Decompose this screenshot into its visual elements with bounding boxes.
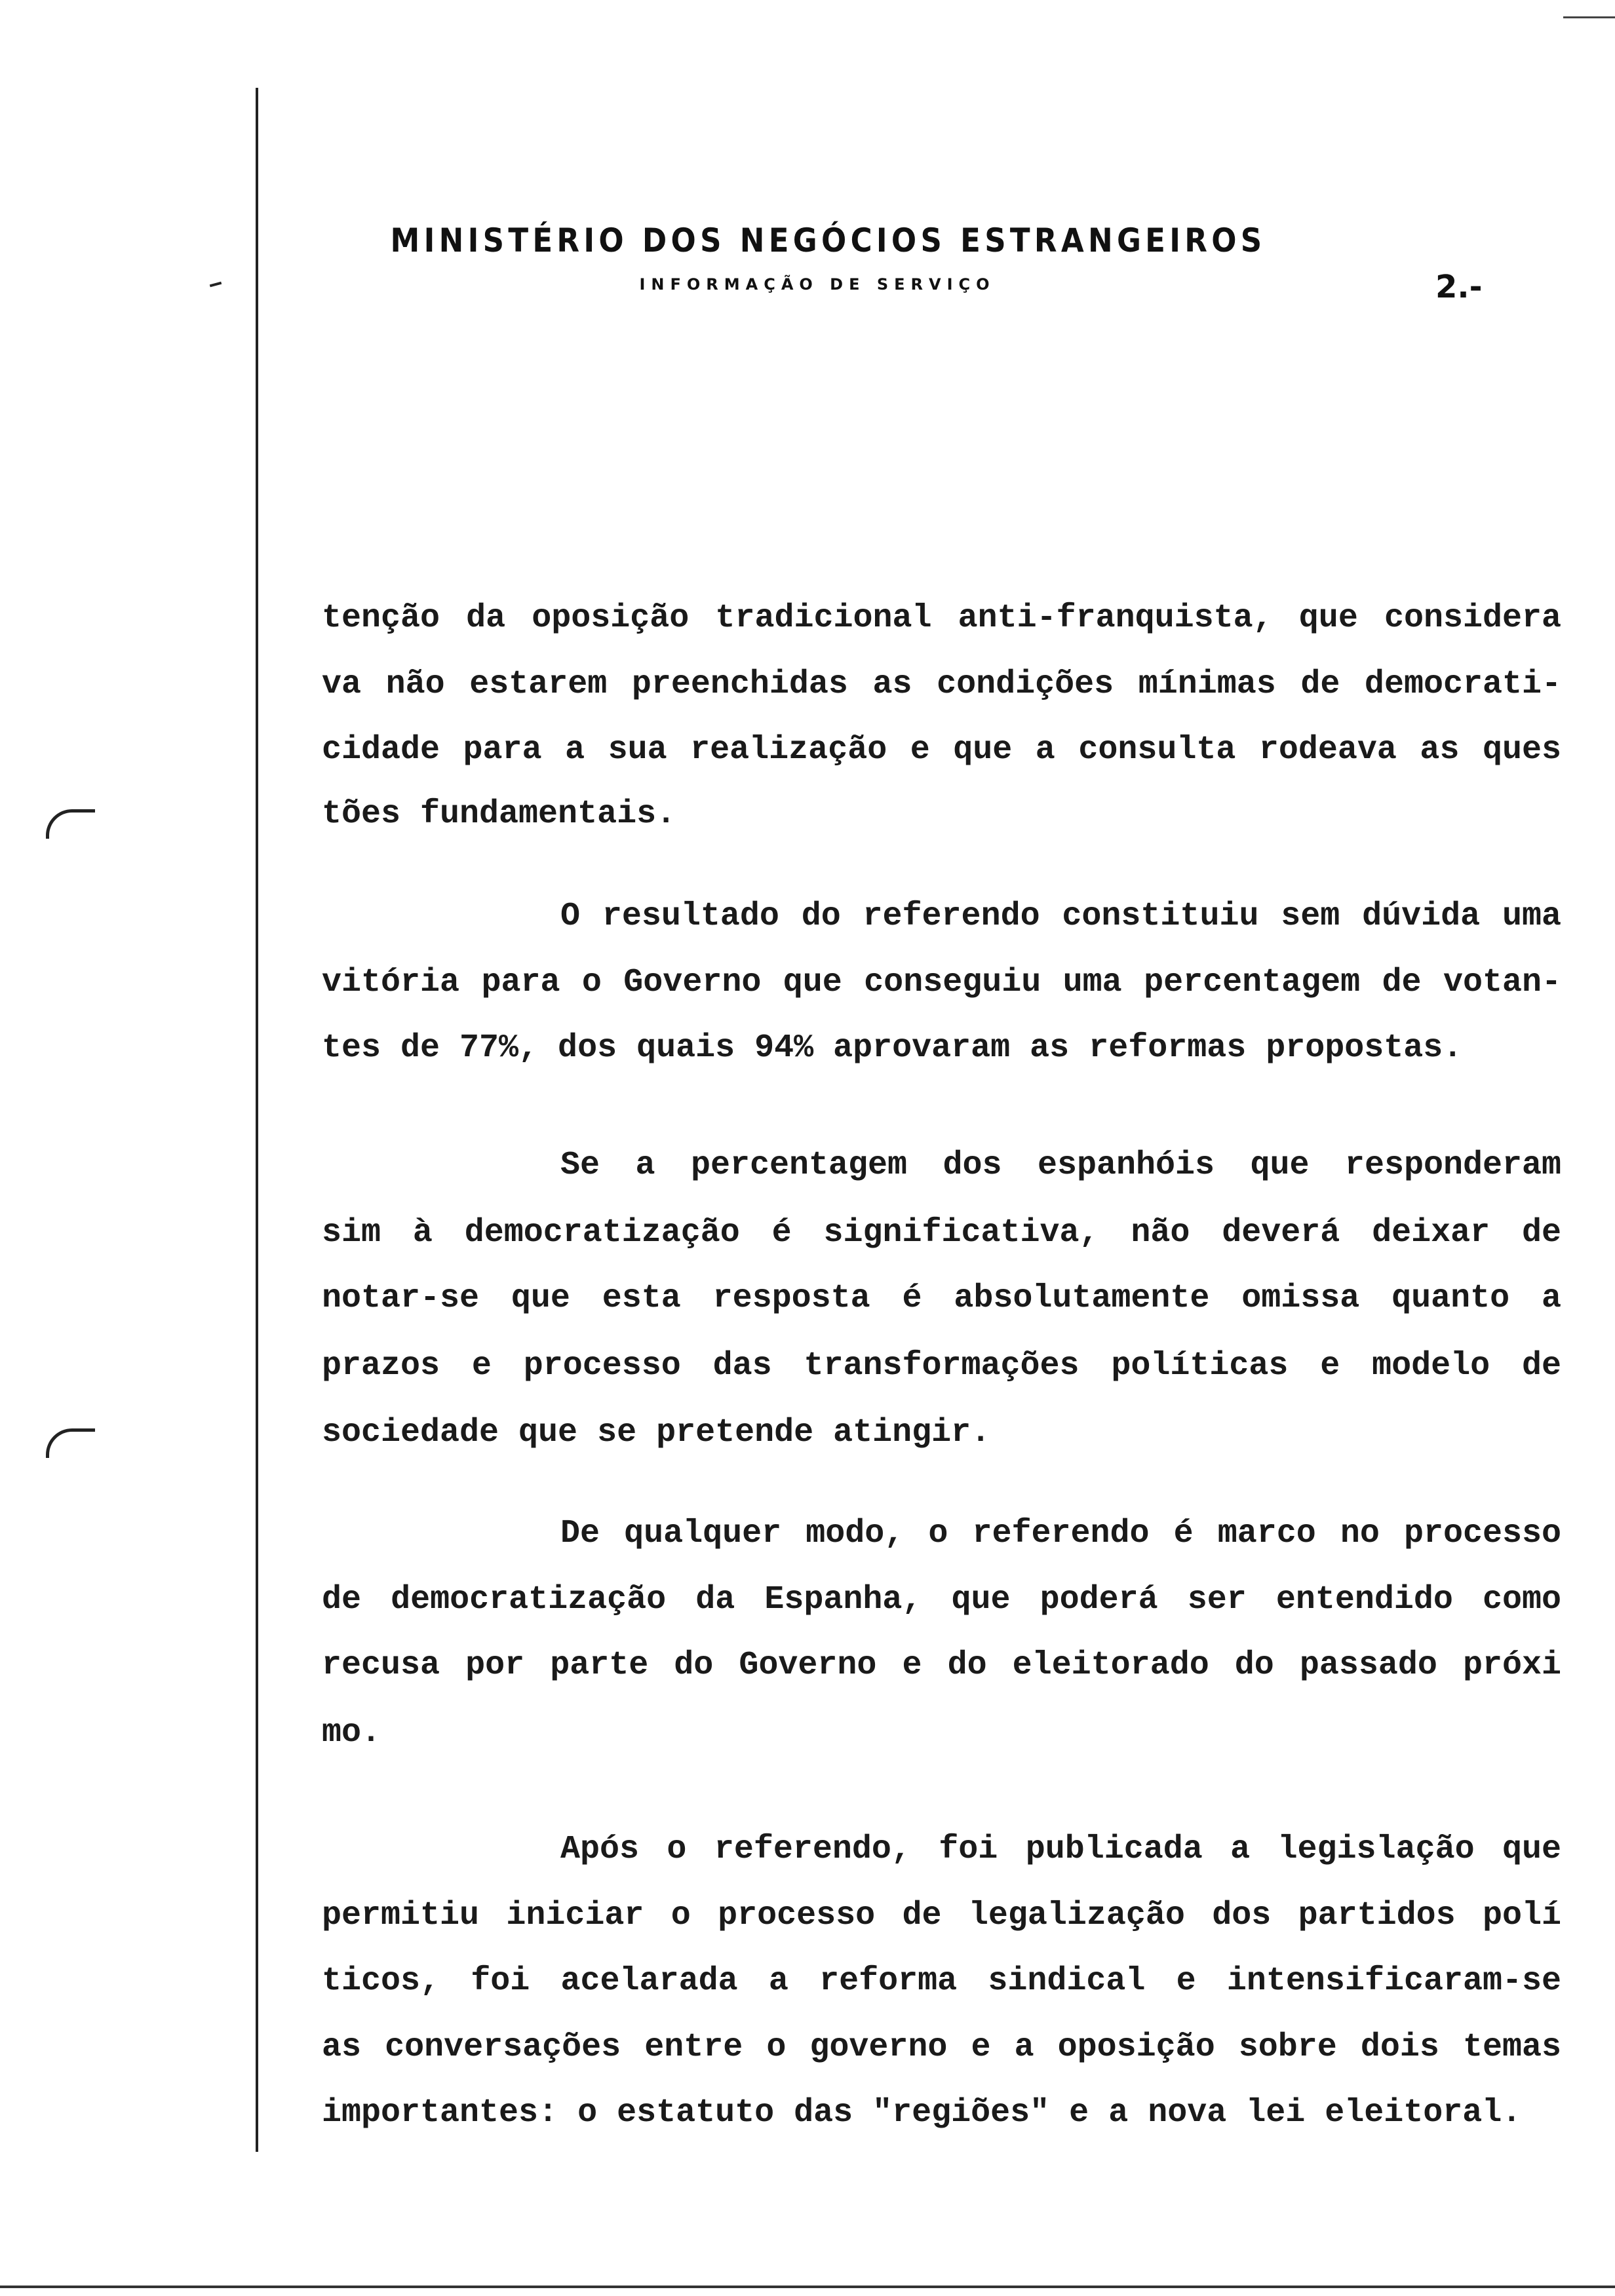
text-line: permitiu iniciar o processo de legalização dos partidos polí	[322, 1897, 1561, 1934]
text-line: Se a percentagem dos espanhóis que responderam	[560, 1147, 1561, 1184]
text-line: importantes: o estatuto das "regiões" e a nova lei eleitoral.	[322, 2094, 1522, 2132]
ministry-heading: MINISTÉRIO DOS NEGÓCIOS ESTRANGEIROS	[390, 221, 1266, 259]
text-line: tenção da oposição tradicional anti-franquista, que considera	[322, 600, 1561, 637]
text-line: tões fundamentais.	[322, 795, 676, 833]
text-line: va não estarem preenchidas as condições mínimas de democrati-	[322, 666, 1561, 703]
document-subtitle: INFORMAÇÃO DE SERVIÇO	[639, 275, 996, 294]
punch-hole-mark	[46, 1428, 95, 1458]
text-line: vitória para o Governo que conseguiu uma percentagem de votan-	[322, 964, 1561, 1001]
text-line: ticos, foi acelarada a reforma sindical e intensificaram-se	[322, 1962, 1561, 2000]
text-line: tes de 77%, dos quais 94% aprovaram as reformas propostas.	[322, 1029, 1463, 1067]
text-line: prazos e processo das transformações políticas e modelo de	[322, 1347, 1561, 1385]
text-line: De qualquer modo, o referendo é marco no processo	[560, 1515, 1561, 1552]
text-line: notar-se que esta resposta é absolutamente omissa quanto a	[322, 1280, 1561, 1317]
text-line: recusa por parte do Governo e do eleitorado do passado próxi	[322, 1647, 1561, 1684]
text-line: as conversações entre o governo e a oposição sobre dois temas	[322, 2029, 1561, 2066]
page-number: 2.-	[1435, 269, 1483, 305]
text-line: mo.	[322, 1714, 381, 1751]
bottom-edge-line	[0, 2286, 1615, 2288]
text-line: de democratização da Espanha, que poderá ser entendido como	[322, 1581, 1561, 1618]
text-line: O resultado do referendo constituiu sem dúvida uma	[560, 898, 1561, 935]
margin-line	[256, 88, 258, 2152]
text-line: cidade para a sua realização e que a consulta rodeava as ques	[322, 731, 1561, 769]
punch-hole-mark	[46, 809, 95, 839]
corner-mark	[1563, 16, 1615, 18]
text-line: sociedade que se pretende atingir.	[322, 1414, 991, 1451]
text-line: sim à democratização é significativa, não deverá deixar de	[322, 1214, 1561, 1252]
text-line: Após o referendo, foi publicada a legislação que	[560, 1831, 1561, 1868]
